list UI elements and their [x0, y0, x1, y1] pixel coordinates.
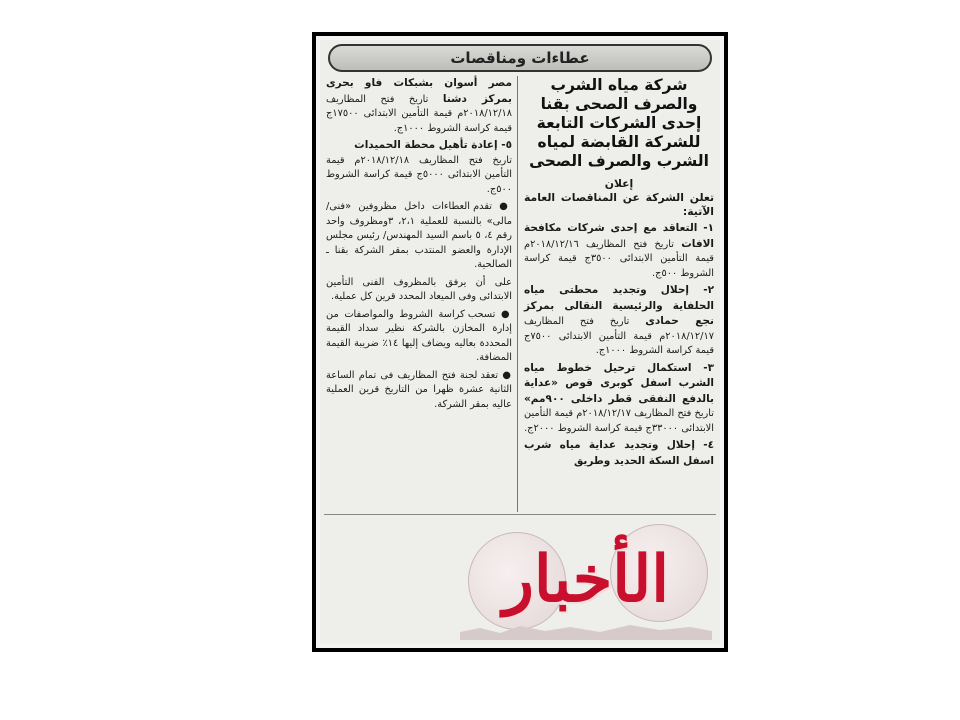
tender-item-title: ١- التعاقد مع إحدى شركات مكافحة الافات: [524, 222, 714, 250]
terms-bullet: [326, 308, 512, 366]
company-headline: شركة مياه الشرب والصرف الصحى بقنا إحدى الشركات التابعة للشركة القابضة لمياه الشرب والصرف الصحى: [529, 76, 709, 170]
newspaper-clipping: [320, 40, 720, 644]
newspaper-logo: الأخبار: [502, 541, 670, 617]
terms-bullet: [326, 200, 512, 273]
tender-item: [524, 221, 714, 281]
terms-paragraph: [326, 276, 512, 305]
tender-item: [524, 361, 714, 437]
tender-item-title: مصر أسوان بشبكات فاو بحرى بمركز دشنا: [326, 77, 512, 105]
tender-item-title: ٥- إعادة تأهيل محطة الحميدات: [354, 139, 512, 151]
tender-item: [326, 138, 512, 197]
tender-item-text: تاريخ فتح المظاريف ٢٠١٨/١٢/١٨م قيمة التأمين الابتدائى ٥٠٠٠ج قيمة كراسة الشروط ٥٠٠ج.: [326, 154, 512, 195]
tender-item-title: ٤- إحلال وتجديد عداية مياه شرب اسفل السكة الحديد وطريق: [524, 439, 714, 467]
newspaper-masthead: [460, 518, 712, 640]
terms-bullet-text: تسحب كراسة الشروط والمواصفات من إدارة المخازن بالشركة نظير سداد القيمة المحددة بعاليه ويضاف إليها ١٤٪ ضريبة القيمة المضافة.: [326, 308, 512, 363]
tender-item-text: تاريخ فتح المظاريف ٢٠١٨/١٢/١٦م قيمة التأمين الابتدائى ٣٥٠٠ج قيمة كراسة الشروط ٥٠٠ج.: [524, 238, 714, 279]
tender-item-title: ٣- استكمال ترحيل خطوط مياه الشرب اسفل كوبرى قوص «عداية بالدفع النفقى قطر داخلى ٩٠٠مم»: [524, 361, 714, 405]
right-column: [524, 76, 714, 471]
column-divider: [517, 76, 518, 512]
section-banner-title: عطاءات ومناقصات: [450, 49, 590, 67]
terms-bullet: [326, 369, 512, 413]
terms-paragraph-text: على أن يرفق بالمظروف الفنى التأمين الابتدائى وفى الميعاد المحدد قرين كل عملية.: [326, 276, 512, 302]
announcement-label: إعلان: [604, 177, 634, 190]
tender-item-text: تاريخ فتح المظاريف ٢٠١٨/١٢/١٧م قيمة التأمين الابتدائى ٣٣٠٠٠ج قيمة كراسة الشروط ٢٠٠٠ج.: [524, 408, 714, 434]
tender-item-text: تاريخ فتح المظاريف ٢٠١٨/١٢/١٨م قيمة التأمين الابتدائى ١٧٥٠٠ج قيمة كراسة الشروط ١٠٠٠ج.: [326, 93, 512, 134]
section-banner: [328, 44, 712, 72]
left-column: [326, 76, 512, 414]
skyline-icon: [460, 622, 712, 640]
masthead-separator: [324, 514, 716, 515]
tender-item-continued: [326, 76, 512, 136]
terms-bullet-text: تقدم العطاءات داخل مظروفين «فنى/ مالى» بالنسبة للعملية ٢،١، ٣ومظروف واحد رقم ٤، ٥ باسم السيد المهندس/ رئيس مجلس الإدارة والعضو المنتدب بمقر الشركة بقنا ـ الصالحية.: [326, 201, 512, 270]
tender-item: [524, 283, 714, 359]
tender-item: [524, 438, 714, 469]
bullet-icon: ●: [499, 201, 512, 212]
tender-item-text: تاريخ فتح المظاريف ٢٠١٨/١٢/١٧م قيمة التأمين الابتدائى ٧٥٠٠ج قيمة كراسة الشروط ١٠٠٠ج.: [524, 316, 714, 356]
terms-bullet-text: تعقد لجنة فتح المظاريف فى تمام الساعة الثانية عشرة ظهرا من التاريخ قرين العملية عاليه بمقر الشركة.: [326, 369, 512, 410]
bullet-icon: ●: [500, 308, 512, 320]
announcement-intro: تعلن الشركة عن المناقصات العامة الآتية:: [524, 191, 714, 218]
bullet-icon: ●: [502, 369, 512, 381]
tender-item-title: ٢- إحلال وتجديد محطتى مياه الحلفاية والرئيسية النقالى بمركز نجع حمادى: [524, 284, 714, 327]
